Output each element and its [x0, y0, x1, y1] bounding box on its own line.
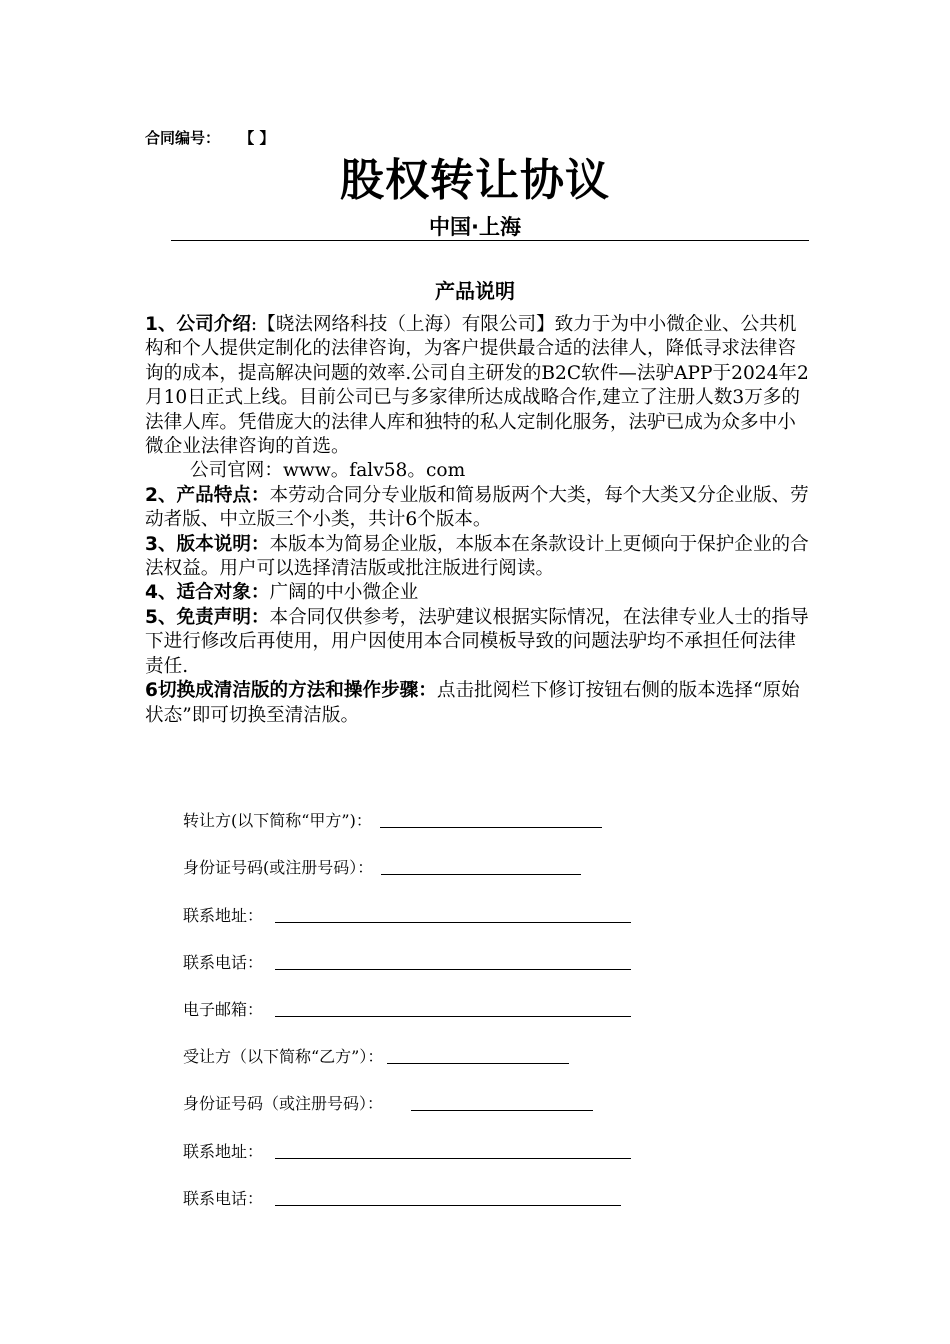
section-title-product: 产品说明 — [435, 279, 515, 303]
field-label: 身份证号码（或注册号码）： — [183, 1094, 384, 1114]
blank-line[interactable] — [275, 968, 631, 970]
product-item-audience — [145, 581, 810, 605]
blank-line[interactable] — [275, 1015, 631, 1017]
contract-number-label: 合同编号： — [145, 129, 221, 147]
contract-number-brackets: 【 】 — [239, 129, 275, 147]
field-label: 身份证号码(或注册号码）： — [183, 858, 374, 878]
item-heading: 1、公司介绍 — [145, 314, 251, 335]
item-text: 本劳动合同分专业版和简易版两个大类，每个大类又分企业版、劳动者版、中立版三个小类，共计6个版本。 — [145, 484, 809, 531]
product-description — [145, 313, 810, 728]
item-heading: 6切换成清洁版的方法和操作步骤： — [145, 680, 437, 702]
transferee-phone-field[interactable] — [183, 1162, 783, 1209]
transferor-address-field[interactable] — [183, 878, 783, 925]
item-text: :【晓法网络科技（上海）有限公司】致力于为中小微企业、公共机构和个人提供定制化的法律咨询，为客户提供最合适的法律人，降低寻求法律咨询的成本，提高解决问题的效率.公司自主研发的B2C软件—法驴APP于2024年2月10日正式上线。目前公司已与多家律所达成战略合作,建立了注册人数3万多的法律人库。凭借庞大的法律人库和独特的私人定制化服务，法驴已成为众多中小微企业法律咨询的首选。 — [145, 314, 809, 458]
field-label: 联系电话： — [183, 1188, 264, 1208]
product-item-disclaimer — [145, 606, 810, 679]
field-label: 转让方(以下简称“甲方”)： — [183, 811, 372, 831]
transferor-name-field[interactable] — [183, 784, 783, 831]
product-item-company — [145, 313, 810, 459]
product-item-version — [145, 533, 810, 582]
product-item-website — [145, 459, 810, 483]
item-heading: 2、产品特点： — [145, 484, 270, 506]
item-text: 点击批阅栏下修订按钮右侧的版本选择“原始状态”即可切换至清洁版。 — [145, 680, 800, 726]
field-label: 联系地址： — [183, 1141, 264, 1161]
field-label: 受让方（以下简称“乙方”）： — [183, 1047, 384, 1067]
field-label: 电子邮箱： — [183, 999, 264, 1019]
item-text: 本版本为简易企业版，本版本在条款设计上更倾向于保护企业的合法权益。用户可以选择清洁版或批注版进行阅读。 — [145, 533, 809, 580]
party-info-form — [183, 784, 783, 1209]
website-text: 公司官网：www。falv58。com — [190, 460, 466, 482]
transferee-address-field[interactable] — [183, 1114, 783, 1161]
transferee-id-field[interactable] — [183, 1067, 783, 1114]
item-heading: 4、适合对象： — [145, 582, 270, 604]
product-item-switch — [145, 679, 810, 728]
product-item-features — [145, 484, 810, 533]
item-text: 本合同仅供参考，法驴建议根据实际情况，在法律专业人士的指导下进行修改后再使用，用户因使用本合同模板导致的问题法驴均不承担任何法律责任. — [145, 606, 809, 677]
blank-line[interactable] — [380, 826, 602, 828]
blank-line[interactable] — [275, 1157, 631, 1159]
blank-line[interactable] — [411, 1109, 593, 1111]
item-heading: 3、版本说明： — [145, 533, 270, 555]
document-location: 中国·上海 — [429, 215, 521, 239]
item-heading: 5、免责声明： — [145, 606, 270, 628]
document-title: 股权转让协议 — [340, 155, 610, 206]
transferor-email-field[interactable] — [183, 973, 783, 1020]
field-label: 联系电话： — [183, 952, 264, 972]
blank-line[interactable] — [381, 873, 581, 875]
title-divider — [171, 240, 809, 241]
item-text: 广阔的中小微企业 — [269, 582, 419, 604]
transferor-phone-field[interactable] — [183, 926, 783, 973]
blank-line[interactable] — [387, 1062, 569, 1064]
transferee-name-field[interactable] — [183, 1020, 783, 1067]
transferor-id-field[interactable] — [183, 831, 783, 878]
blank-line[interactable] — [275, 1204, 621, 1206]
blank-line[interactable] — [275, 921, 631, 923]
field-label: 联系地址： — [183, 905, 264, 925]
